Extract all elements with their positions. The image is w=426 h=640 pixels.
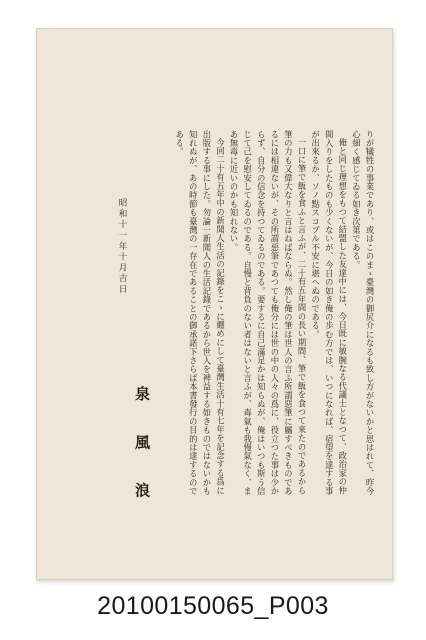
paragraph-4: 今回二十有五年中の新聞人生活の記錄をこゝに纒めにして臺灣生活十有七年を記念する爲に出版する事にした。勿論一新聞人の生活記錄であるから世人を裨益する如きものではないかも知れぬが、あの時節も臺灣の一存在であることの御承諾下さらば本書發行の目的は達するのである。 bbox=[174, 130, 226, 496]
publication-date: 昭和十一年十月吉日 bbox=[117, 198, 127, 296]
author-name: 泉 風 浪 bbox=[133, 386, 151, 512]
paragraph-2: 俺と同じ理想をもつて結盟した友達中には、今日既に敏腕なる代議士となつて、政治家の仲間入りをしたものも少くないが、今日の如き俺の歩む方では、いつになれば、宿望を達する事が出來るか、ソノ點スコブル不安に堪へぬのである。 bbox=[310, 130, 348, 496]
book-page bbox=[36, 28, 393, 580]
paragraph-1: りが犠牲の事業であり、或はこのまゝ臺灣の御尻介になるも致し方がないかと思はれて、昨今心細く感じてゐる如き次第である。 bbox=[351, 130, 375, 496]
paragraph-3: 一口に筆で飯を食ふと言ふが、二十有五年間の長い期間、筆で飯を食つて來たのであるから筆の力も又偉大なりと言はねばならぬ。然し俺の筆は世人の言ふ所謂惡筆に屬すべきものであるには相違ないが、その所謂惡筆であつても俺分には世の中の人々の爲に、役立つた事は少からず、自分の信念を持つてゐるのである。要するに自己滿足かは知らぬが、俺はいつも斯う信じて己を慰安してゐるのである。自慢と背負のない者はないと言ふが、毒氣も我慢氣なく、まあ無毒に近いのかも知れない。 bbox=[229, 130, 308, 496]
body-text bbox=[124, 130, 376, 500]
archive-id-caption: 20100150065_P003 bbox=[97, 592, 329, 620]
